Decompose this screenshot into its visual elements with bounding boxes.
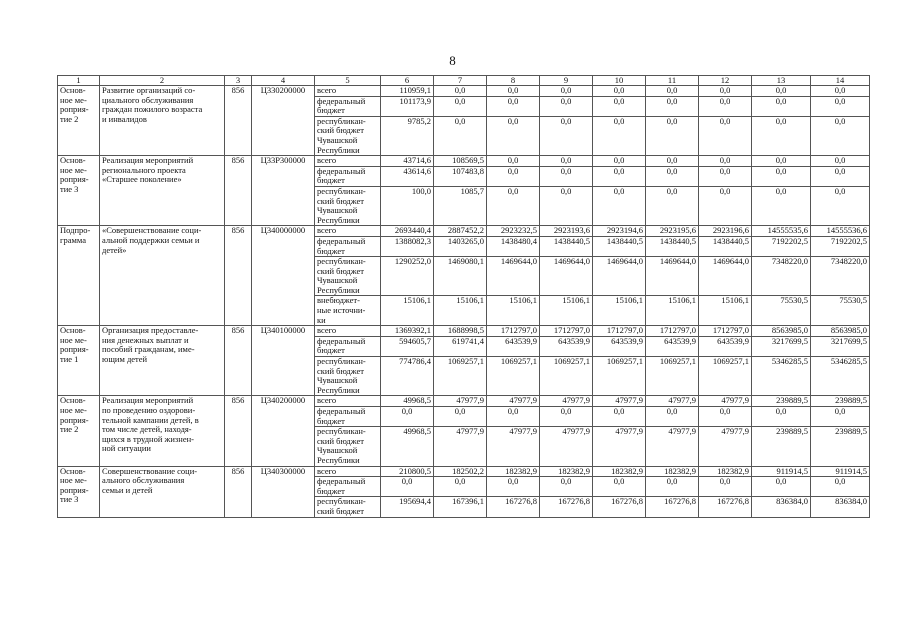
table-body — [58, 76, 870, 518]
amount-cell: 0,0 — [540, 477, 593, 497]
amount-cell: 1469644,0 — [487, 257, 540, 296]
amount-cell: 239889,5 — [811, 427, 870, 466]
funding-source-cell: всего — [315, 226, 381, 237]
column-header: 1 — [58, 76, 100, 86]
amount-cell: 1438440,5 — [593, 236, 646, 256]
amount-cell: 1688998,5 — [434, 326, 487, 337]
funding-source-cell: республикан- ский бюджет — [315, 497, 381, 517]
amount-cell: 108569,5 — [434, 156, 487, 167]
amount-cell: 75530,5 — [752, 296, 811, 326]
amount-cell: 1712797,0 — [646, 326, 699, 337]
amount-cell: 1069257,1 — [540, 357, 593, 396]
amount-cell: 0,0 — [752, 156, 811, 167]
amount-cell: 101173,9 — [381, 96, 434, 116]
column-header: 3 — [225, 76, 252, 86]
amount-cell: 5346285,5 — [752, 357, 811, 396]
amount-cell: 0,0 — [752, 186, 811, 225]
event-type-cell: Основ- ное ме- роприя- тие 1 — [58, 326, 100, 396]
column-header: 11 — [646, 76, 699, 86]
amount-cell: 0,0 — [540, 166, 593, 186]
amount-cell: 3217699,5 — [811, 336, 870, 356]
amount-cell: 0,0 — [752, 86, 811, 97]
amount-cell: 0,0 — [699, 407, 752, 427]
funding-source-cell: федеральный бюджет — [315, 477, 381, 497]
funding-source-cell: федеральный бюджет — [315, 407, 381, 427]
grbs-code-cell: 856 — [225, 326, 252, 396]
column-header: 8 — [487, 76, 540, 86]
amount-cell: 47977,9 — [434, 396, 487, 407]
amount-cell: 0,0 — [699, 186, 752, 225]
amount-cell: 643539,9 — [487, 336, 540, 356]
amount-cell: 3217699,5 — [752, 336, 811, 356]
column-header: 7 — [434, 76, 487, 86]
amount-cell: 167276,8 — [487, 497, 540, 517]
column-header: 14 — [811, 76, 870, 86]
amount-cell: 47977,9 — [699, 427, 752, 466]
funding-source-cell: всего — [315, 396, 381, 407]
amount-cell: 1290252,0 — [381, 257, 434, 296]
amount-cell: 1069257,1 — [699, 357, 752, 396]
amount-cell: 0,0 — [434, 116, 487, 155]
amount-cell: 0,0 — [434, 96, 487, 116]
amount-cell: 0,0 — [752, 116, 811, 155]
column-header: 12 — [699, 76, 752, 86]
grbs-code-cell: 856 — [225, 156, 252, 226]
amount-cell: 43614,6 — [381, 166, 434, 186]
grbs-code-cell: 856 — [225, 226, 252, 326]
amount-cell: 0,0 — [646, 407, 699, 427]
funding-source-cell: федеральный бюджет — [315, 166, 381, 186]
amount-cell: 239889,5 — [752, 427, 811, 466]
amount-cell: 75530,5 — [811, 296, 870, 326]
amount-cell: 1069257,1 — [646, 357, 699, 396]
amount-cell: 47977,9 — [540, 396, 593, 407]
table-row — [58, 326, 870, 337]
amount-cell: 15106,1 — [434, 296, 487, 326]
amount-cell: 7192202,5 — [811, 236, 870, 256]
amount-cell: 619741,4 — [434, 336, 487, 356]
amount-cell: 1438440,5 — [699, 236, 752, 256]
amount-cell: 2923195,6 — [646, 226, 699, 237]
amount-cell: 0,0 — [487, 116, 540, 155]
amount-cell: 0,0 — [752, 96, 811, 116]
amount-cell: 1469644,0 — [540, 257, 593, 296]
amount-cell: 15106,1 — [646, 296, 699, 326]
amount-cell: 100,0 — [381, 186, 434, 225]
event-name-cell: Совершенствование соци- ального обслуживания семьи и детей — [100, 466, 225, 517]
table-row — [58, 396, 870, 407]
amount-cell: 0,0 — [540, 116, 593, 155]
funding-source-cell: федеральный бюджет — [315, 236, 381, 256]
amount-cell: 0,0 — [540, 156, 593, 167]
amount-cell: 182382,9 — [646, 466, 699, 477]
amount-cell: 15106,1 — [487, 296, 540, 326]
amount-cell: 836384,0 — [752, 497, 811, 517]
amount-cell: 0,0 — [699, 156, 752, 167]
amount-cell: 47977,9 — [593, 396, 646, 407]
amount-cell: 0,0 — [487, 156, 540, 167]
amount-cell: 0,0 — [540, 96, 593, 116]
amount-cell: 0,0 — [487, 407, 540, 427]
amount-cell: 0,0 — [699, 116, 752, 155]
amount-cell: 8563985,0 — [811, 326, 870, 337]
amount-cell: 0,0 — [811, 116, 870, 155]
amount-cell: 7192202,5 — [752, 236, 811, 256]
amount-cell: 0,0 — [593, 407, 646, 427]
amount-cell: 0,0 — [487, 86, 540, 97]
amount-cell: 0,0 — [593, 156, 646, 167]
funding-source-cell: республикан- ский бюджет Чувашской Республики — [315, 116, 381, 155]
amount-cell: 182382,9 — [487, 466, 540, 477]
amount-cell: 0,0 — [752, 166, 811, 186]
amount-cell: 643539,9 — [646, 336, 699, 356]
funding-source-cell: всего — [315, 86, 381, 97]
amount-cell: 1712797,0 — [593, 326, 646, 337]
table-row — [58, 466, 870, 477]
amount-cell: 0,0 — [593, 116, 646, 155]
amount-cell: 1712797,0 — [487, 326, 540, 337]
event-type-cell: Основ- ное ме- роприя- тие 3 — [58, 466, 100, 517]
amount-cell: 0,0 — [811, 156, 870, 167]
event-name-cell: Реализация мероприятий регионального проекта «Старшее поколение» — [100, 156, 225, 226]
amount-cell: 0,0 — [699, 96, 752, 116]
amount-cell: 643539,9 — [540, 336, 593, 356]
event-type-cell: Подпро- грамма — [58, 226, 100, 326]
amount-cell: 14555535,6 — [752, 226, 811, 237]
amount-cell: 239889,5 — [752, 396, 811, 407]
amount-cell: 2923232,5 — [487, 226, 540, 237]
amount-cell: 2923196,6 — [699, 226, 752, 237]
event-name-cell: Реализация мероприятий по проведению оздорови- тельной кампании детей, в том числе детей, находя- щихся в трудной жизнен- ной ситуации — [100, 396, 225, 466]
amount-cell: 167396,1 — [434, 497, 487, 517]
amount-cell: 0,0 — [593, 96, 646, 116]
amount-cell: 49968,5 — [381, 427, 434, 466]
amount-cell: 0,0 — [540, 86, 593, 97]
amount-cell: 239889,5 — [811, 396, 870, 407]
amount-cell: 7348220,0 — [752, 257, 811, 296]
amount-cell: 0,0 — [752, 407, 811, 427]
amount-cell: 0,0 — [699, 86, 752, 97]
amount-cell: 2923194,6 — [593, 226, 646, 237]
amount-cell: 47977,9 — [593, 427, 646, 466]
amount-cell: 167276,8 — [593, 497, 646, 517]
budget-code-cell: Ц33P300000 — [252, 156, 315, 226]
budget-code-cell: Ц340200000 — [252, 396, 315, 466]
budget-code-cell: Ц340300000 — [252, 466, 315, 517]
amount-cell: 182382,9 — [699, 466, 752, 477]
amount-cell: 0,0 — [811, 96, 870, 116]
amount-cell: 911914,5 — [811, 466, 870, 477]
amount-cell: 1469644,0 — [646, 257, 699, 296]
amount-cell: 1469644,0 — [593, 257, 646, 296]
amount-cell: 1469644,0 — [699, 257, 752, 296]
amount-cell: 0,0 — [646, 186, 699, 225]
amount-cell: 0,0 — [540, 186, 593, 225]
amount-cell: 0,0 — [593, 166, 646, 186]
amount-cell: 49968,5 — [381, 396, 434, 407]
amount-cell: 0,0 — [646, 477, 699, 497]
amount-cell: 5346285,5 — [811, 357, 870, 396]
amount-cell: 0,0 — [811, 186, 870, 225]
amount-cell: 0,0 — [434, 86, 487, 97]
amount-cell: 47977,9 — [434, 427, 487, 466]
column-header: 4 — [252, 76, 315, 86]
amount-cell: 167276,8 — [699, 497, 752, 517]
amount-cell: 0,0 — [646, 166, 699, 186]
amount-cell: 0,0 — [811, 86, 870, 97]
event-name-cell: Организация предоставле- ния денежных выплат и пособий гражданам, име- ющим детей — [100, 326, 225, 396]
amount-cell: 15106,1 — [540, 296, 593, 326]
budget-table — [57, 75, 870, 518]
amount-cell: 594605,7 — [381, 336, 434, 356]
amount-cell: 0,0 — [381, 477, 434, 497]
amount-cell: 47977,9 — [646, 396, 699, 407]
amount-cell: 0,0 — [381, 407, 434, 427]
grbs-code-cell: 856 — [225, 396, 252, 466]
table-row — [58, 226, 870, 237]
funding-source-cell: федеральный бюджет — [315, 336, 381, 356]
amount-cell: 0,0 — [752, 477, 811, 497]
amount-cell: 9785,2 — [381, 116, 434, 155]
amount-cell: 1712797,0 — [699, 326, 752, 337]
event-name-cell: Развитие организаций со- циального обслуживания граждан пожилого возраста и инвалидов — [100, 86, 225, 156]
amount-cell: 0,0 — [593, 186, 646, 225]
amount-cell: 43714,6 — [381, 156, 434, 167]
column-header: 2 — [100, 76, 225, 86]
amount-cell: 0,0 — [487, 186, 540, 225]
amount-cell: 0,0 — [646, 116, 699, 155]
funding-source-cell: всего — [315, 466, 381, 477]
amount-cell: 1069257,1 — [487, 357, 540, 396]
column-number-row — [58, 76, 870, 86]
amount-cell: 0,0 — [646, 86, 699, 97]
amount-cell: 0,0 — [811, 477, 870, 497]
amount-cell: 167276,8 — [646, 497, 699, 517]
amount-cell: 14555536,6 — [811, 226, 870, 237]
amount-cell: 0,0 — [434, 407, 487, 427]
funding-source-cell: всего — [315, 326, 381, 337]
budget-code-cell: Ц330200000 — [252, 86, 315, 156]
table-row — [58, 156, 870, 167]
event-name-cell: «Совершенствование соци- альной поддержки семьи и детей» — [100, 226, 225, 326]
amount-cell: 0,0 — [646, 96, 699, 116]
amount-cell: 2923193,6 — [540, 226, 593, 237]
amount-cell: 1369392,1 — [381, 326, 434, 337]
column-header: 9 — [540, 76, 593, 86]
amount-cell: 167276,8 — [540, 497, 593, 517]
amount-cell: 2693440,4 — [381, 226, 434, 237]
funding-source-cell: внебюджет- ные источни- ки — [315, 296, 381, 326]
amount-cell: 7348220,0 — [811, 257, 870, 296]
budget-code-cell: Ц340000000 — [252, 226, 315, 326]
amount-cell: 182382,9 — [593, 466, 646, 477]
amount-cell: 15106,1 — [699, 296, 752, 326]
amount-cell: 47977,9 — [487, 427, 540, 466]
amount-cell: 1069257,1 — [434, 357, 487, 396]
amount-cell: 0,0 — [646, 156, 699, 167]
amount-cell: 0,0 — [811, 407, 870, 427]
funding-source-cell: федеральный бюджет — [315, 96, 381, 116]
funding-source-cell: республикан- ский бюджет Чувашской Республики — [315, 186, 381, 225]
amount-cell: 0,0 — [540, 407, 593, 427]
table-row — [58, 86, 870, 97]
amount-cell: 1388082,3 — [381, 236, 434, 256]
amount-cell: 107483,8 — [434, 166, 487, 186]
amount-cell: 210800,5 — [381, 466, 434, 477]
budget-code-cell: Ц340100000 — [252, 326, 315, 396]
amount-cell: 1712797,0 — [540, 326, 593, 337]
amount-cell: 47977,9 — [540, 427, 593, 466]
funding-source-cell: республикан- ский бюджет Чувашской Республики — [315, 257, 381, 296]
amount-cell: 195694,4 — [381, 497, 434, 517]
amount-cell: 643539,9 — [593, 336, 646, 356]
amount-cell: 0,0 — [593, 477, 646, 497]
amount-cell: 911914,5 — [752, 466, 811, 477]
amount-cell: 1438440,5 — [646, 236, 699, 256]
column-header: 10 — [593, 76, 646, 86]
amount-cell: 8563985,0 — [752, 326, 811, 337]
amount-cell: 0,0 — [593, 86, 646, 97]
grbs-code-cell: 856 — [225, 466, 252, 517]
funding-source-cell: республикан- ский бюджет Чувашской Республики — [315, 357, 381, 396]
amount-cell: 836384,0 — [811, 497, 870, 517]
amount-cell: 0,0 — [434, 477, 487, 497]
amount-cell: 774786,4 — [381, 357, 434, 396]
amount-cell: 1085,7 — [434, 186, 487, 225]
amount-cell: 182502,2 — [434, 466, 487, 477]
column-header: 5 — [315, 76, 381, 86]
amount-cell: 0,0 — [699, 477, 752, 497]
amount-cell: 182382,9 — [540, 466, 593, 477]
amount-cell: 1469080,1 — [434, 257, 487, 296]
grbs-code-cell: 856 — [225, 86, 252, 156]
amount-cell: 0,0 — [487, 477, 540, 497]
funding-source-cell: республикан- ский бюджет Чувашской Республики — [315, 427, 381, 466]
amount-cell: 0,0 — [699, 166, 752, 186]
amount-cell: 15106,1 — [381, 296, 434, 326]
event-type-cell: Основ- ное ме- роприя- тие 2 — [58, 86, 100, 156]
column-header: 6 — [381, 76, 434, 86]
amount-cell: 15106,1 — [593, 296, 646, 326]
amount-cell: 110959,1 — [381, 86, 434, 97]
amount-cell: 1403265,0 — [434, 236, 487, 256]
amount-cell: 47977,9 — [646, 427, 699, 466]
amount-cell: 47977,9 — [487, 396, 540, 407]
column-header: 13 — [752, 76, 811, 86]
amount-cell: 643539,9 — [699, 336, 752, 356]
funding-source-cell: всего — [315, 156, 381, 167]
amount-cell: 0,0 — [811, 166, 870, 186]
event-type-cell: Основ- ное ме- роприя- тие 3 — [58, 156, 100, 226]
amount-cell: 1069257,1 — [593, 357, 646, 396]
amount-cell: 1438480,4 — [487, 236, 540, 256]
amount-cell: 47977,9 — [699, 396, 752, 407]
event-type-cell: Основ- ное ме- роприя- тие 2 — [58, 396, 100, 466]
amount-cell: 0,0 — [487, 166, 540, 186]
amount-cell: 1438440,5 — [540, 236, 593, 256]
page-number: 8 — [449, 53, 456, 68]
amount-cell: 2887452,2 — [434, 226, 487, 237]
amount-cell: 0,0 — [487, 96, 540, 116]
